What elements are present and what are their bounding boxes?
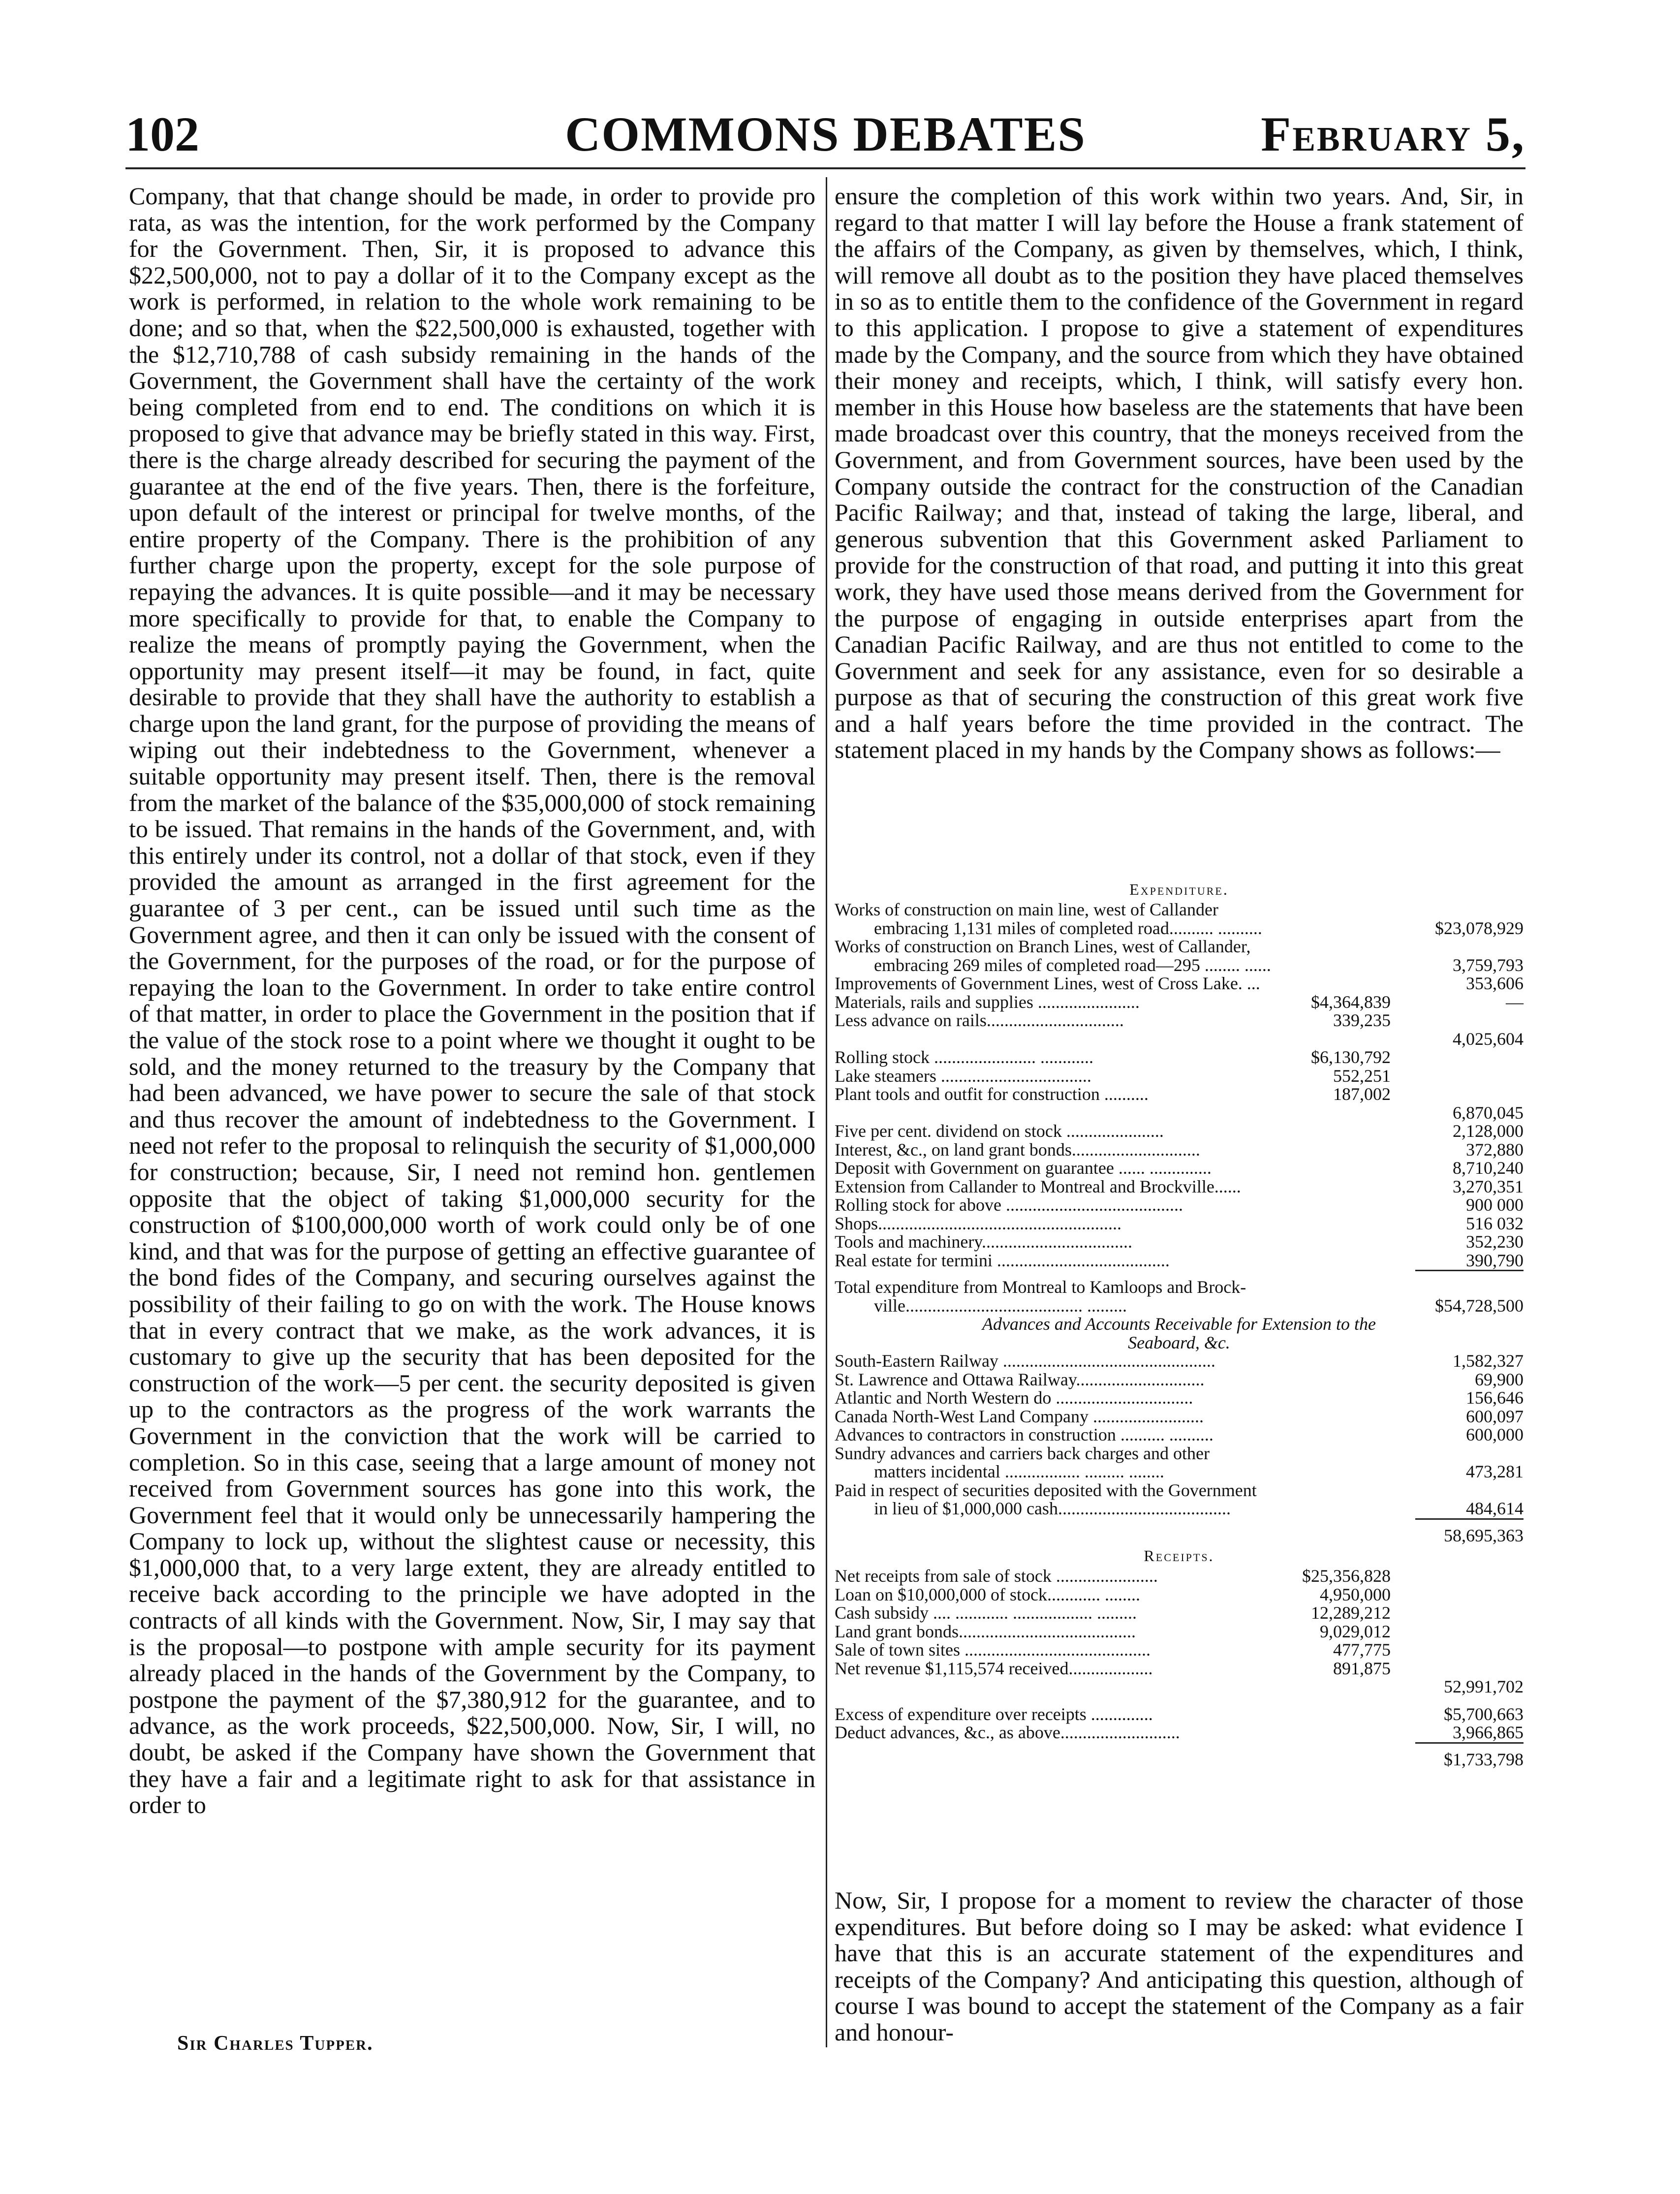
ledger-row — [835, 1233, 1524, 1252]
page-date: February 5, — [1261, 107, 1525, 161]
ledger-row — [835, 1567, 1524, 1586]
ledger-row-label: ville........................................ ......... — [874, 1295, 1127, 1316]
expenditure-statement — [835, 878, 1524, 1769]
ledger-row-label: Sundry advances and carriers back charges and other — [835, 1443, 1210, 1463]
ledger-row — [1415, 1518, 1524, 1527]
ledger-row-total: $5,700,663 — [1444, 1704, 1524, 1724]
ledger-row-label: Works of construction on main line, west of Callander — [835, 900, 1218, 919]
ledger-row — [835, 1085, 1524, 1104]
ledger-row — [835, 1371, 1524, 1389]
ledger-row-subtotal: 4,950,000 — [1320, 1584, 1391, 1604]
ledger-row-label: South-Eastern Railway ................................................ — [835, 1351, 1215, 1371]
page-header — [125, 106, 1525, 165]
ledger-row-subtotal: 187,002 — [1333, 1084, 1391, 1104]
header-rule — [125, 167, 1525, 169]
ledger-row — [835, 1389, 1524, 1408]
ledger-row-total: 484,614 — [1466, 1499, 1524, 1518]
ledger-row — [835, 1030, 1524, 1049]
ledger-row — [835, 1724, 1524, 1742]
ledger-row-label: Works of construction on Branch Lines, west of Callander, — [835, 937, 1251, 956]
right-column — [835, 183, 1524, 763]
ledger-row-label: Rolling stock ....................... ............ — [835, 1047, 1094, 1067]
ledger-row-subtotal: $4,364,839 — [1311, 992, 1391, 1012]
ledger-row — [835, 1500, 1524, 1518]
ledger-row — [835, 1067, 1524, 1086]
ledger-row-total: — — [1506, 992, 1524, 1012]
ledger-row-label: embracing 269 miles of completed road—295 ........ ...... — [874, 955, 1271, 975]
ledger-row-subtotal: $25,356,828 — [1302, 1566, 1391, 1586]
ledger-row — [835, 993, 1524, 1012]
ledger-row — [835, 1215, 1524, 1233]
ledger-row-label: Net receipts from sale of stock ....................... — [835, 1566, 1158, 1586]
ledger-row-total: 8,710,240 — [1453, 1158, 1524, 1178]
ledger-row-label: Cash subsidy .... ............ .................. ......... — [835, 1603, 1137, 1623]
ledger-row-total: 6,870,045 — [1453, 1102, 1524, 1123]
ledger-row-label: Plant tools and outfit for construction .......... — [835, 1084, 1149, 1104]
ledger-row — [835, 1196, 1524, 1215]
ledger-row-total: $1,733,798 — [1444, 1749, 1524, 1769]
ledger-row-total: 4,025,604 — [1453, 1029, 1524, 1049]
ledger-row-label: Materials, rails and supplies ....................... — [835, 992, 1140, 1012]
left-column-text: Company, that that change should be made, in order to provide pro rata, as was the intention, for the work performed by the Company for the Government. Then, Sir, it is proposed to advance this $22,500,000, not to pay a dollar of it to the Company except as the work is performed, in relation to the whole work remaining to be done; and so that, when the $22,500,000 is exhausted, together with the $12,710,788 of cash subsidy remaining in the hands of the Government, the Government shall have the certainty of the work being completed from end to end. The conditions on which it is proposed to give that advance may be briefly stated in this way. First, there is the charge already described for securing the payment of the guarantee at the end of the five years. Then, there is the forfeiture, upon default of the interest or principal for twelve months, of the entire property of the Company. There is the prohibition of any further charge upon the property, except for the sole purpose of repaying the advances. It is quite possible—and it may be necessary more specifically to provide for that, to enable the Company to realize the means of promptly paying the Government, when the opportunity may present itself—it may be found, in fact, quite desirable to provide that they shall have the authority to establish a charge upon the land grant, for the purpose of providing the means of wiping out their indebtedness to the Government, whenever a suitable opportunity may present itself. Then, there is the removal from the market of the balance of the $35,000,000 of stock remaining to be issued. That remains in the hands of the Government, and, with this entirely under its control, not a dollar of that stock, even if they provided the amount as arranged in the first agreement for the guarantee of 3 per cent., can be issued until such time as the Government agree, and then it can only be issued with the consent of the Government, for the purposes of the road, or for the purpose of repaying the loan to the Government. In order to take entire control of that matter, in order to place the Government in the position that if the value of the stock rose to a point where we thought it ought to be sold, and the money returned to the treasury by the Company that had been advanced, we have power to secure the sale of that stock and thus recover the amount of indebtedness to the Government. I need not refer to the proposal to relinquish the security of $1,000,000 for construction; because, Sir, I need not remind hon. gentlemen opposite that the object of taking $1,000,000 security for the construction of $100,000,000 worth of work could only be of one kind, and that was for the purpose of getting an effective guarantee of the bond fides of the Company, and securing ourselves against the possibility of their failing to go on with the work. The House knows that in every contract that we make, as the work advances, it is customary to give up the security that has been deposited for the construction of the work—5 per cent. the security deposited is given up to the contractors as the progress of the work warrants the Government in the conviction that the work will be carried to completion. So in this case, seeing that a large amount of money not received from Government sources has gone into this work, the Government feel that it would only be unnecessarily hampering the Company to lock up, without the slightest cause or necessity, this $1,000,000 that, to a very large extent, they are already entitled to receive back according to the principle we have adopted in the contracts of all kinds with the Government. Now, Sir, I may say that is the proposal—to postpone with ample security for its payment already placed in the hands of the Government by the Company, to postpone the payment of the $7,380,912 for the guarantee, and to advance, as the work proceeds, $22,500,000. Now, Sir, I will, no doubt, be asked if the Company have shown the Government that they have a fair and a legitimate right to ask for that assistance in order to — [129, 182, 815, 1819]
ledger-row — [835, 1252, 1524, 1270]
ledger-row-label: Excess of expenditure over receipts .............. — [835, 1704, 1153, 1724]
ledger-row — [835, 1048, 1524, 1067]
ledger-row — [835, 1352, 1524, 1371]
ledger-row-subtotal: 12,289,212 — [1311, 1603, 1391, 1623]
ledger-row-total: 2,128,000 — [1453, 1121, 1524, 1141]
ledger-row — [835, 1278, 1524, 1297]
receipts-rows — [835, 1567, 1524, 1696]
expenditure-heading: Expenditure. — [1129, 880, 1229, 898]
ledger-row-label: Paid in respect of securities deposited with the Government — [835, 1480, 1257, 1500]
ledger-row-label: Less advance on rails............................... — [835, 1010, 1124, 1030]
ledger-row-total: 58,695,363 — [1444, 1525, 1524, 1545]
ledger-row-total: 390,790 — [1466, 1250, 1524, 1270]
ledger-row-subtotal: 552,251 — [1333, 1066, 1391, 1086]
ledger-row-subtotal: 9,029,012 — [1320, 1621, 1391, 1641]
ledger-row — [835, 1481, 1524, 1500]
ledger-row-total: 352,230 — [1466, 1232, 1524, 1252]
ledger-row — [835, 1586, 1524, 1604]
ledger-row — [835, 1141, 1524, 1160]
ledger-row — [835, 974, 1524, 993]
right-column-closing: Now, Sir, I propose for a moment to review the character of those expenditures. But before doing so I may be asked: what evidence I have that this is an accurate statement of the expenditures and receipts of the Company? And anticipating this question, although of course I was bound to accept the statement of the Company as a fair and honour- — [835, 1886, 1524, 2046]
ledger-row-total: 353,606 — [1466, 973, 1524, 993]
ledger-row-total: $54,728,500 — [1435, 1295, 1524, 1316]
ledger-row — [835, 1678, 1524, 1696]
ledger-row-label: Tools and machinery.................................. — [835, 1232, 1133, 1252]
ledger-row — [835, 1705, 1524, 1724]
ledger-row — [835, 1122, 1524, 1141]
ledger-row — [835, 1011, 1524, 1030]
ledger-row-total: 372,880 — [1466, 1139, 1524, 1160]
advances-heading: Advances and Accounts Receivable for Extension to the — [982, 1314, 1376, 1334]
receipts-heading: Receipts. — [1144, 1547, 1214, 1565]
right-column-intro: ensure the completion of this work within two years. And, Sir, in regard to that matter I will lay before the House a frank statement of the affairs of the Company, as given by themselves, which, I think, will remove all doubt as to the position they have placed themselves in so as to entitle them to the confidence of the Government in regard to this application. I propose to give a statement of expenditures made by the Company, and the source from which they have obtained their money and receipts, which, I think, will satisfy every hon. member in this House how baseless are the statements that have been made broadcast over this country, that the moneys received from the Government, and from Government sources, have been used by the Company outside the contract for the construction of the Canadian Pacific Railway; and that, instead of taking the large, liberal, and generous subvention that this Government asked Parliament to provide for the construction of that road, and putting it into this great work, they have used those means derived from the Government for the purpose of engaging in outside enterprises apart from the Canadian Pacific Railway, and are thus not entitled to come to the Government and seek for any assistance, even for so desirable a purpose as that of securing the construction of this great work five and a half years before the time provided in the contract. The statement placed in my hands by the Company shows as follows:— — [835, 182, 1524, 764]
ledger-row-subtotal: 891,875 — [1333, 1658, 1391, 1678]
ledger-row — [835, 1463, 1524, 1481]
ledger-row-label: Real estate for termini ....................................... — [835, 1250, 1170, 1270]
ledger-row — [835, 1751, 1524, 1769]
ledger-row-total: 69,900 — [1475, 1369, 1524, 1389]
ledger-row — [835, 938, 1524, 956]
ledger-row-label: Deduct advances, &c., as above........................... — [835, 1723, 1180, 1742]
ledger-row-label: Canada North-West Land Company ......................... — [835, 1406, 1204, 1426]
ledger-row-label: Shops....................................................... — [835, 1213, 1122, 1233]
ledger-row-label: Advances to contractors in construction .......... .......... — [835, 1425, 1213, 1444]
page-title: COMMONS DEBATES — [565, 107, 1086, 161]
ledger-row — [835, 901, 1524, 919]
ledger-row — [835, 1623, 1524, 1641]
ledger-row-label: Lake steamers .................................. — [835, 1066, 1091, 1086]
ledger-row-total: 3,759,793 — [1453, 955, 1524, 975]
ledger-row-label: Deposit with Government on guarantee ...... .............. — [835, 1158, 1212, 1178]
ledger-row-label: Interest, &c., on land grant bonds............................. — [835, 1139, 1200, 1160]
ledger-row-subtotal: 339,235 — [1333, 1010, 1391, 1030]
advances-subheading: Seaboard, &c. — [1128, 1332, 1230, 1352]
ledger-row — [835, 1408, 1524, 1426]
expenditure-rows — [835, 901, 1524, 1315]
summary-rows — [835, 1705, 1524, 1769]
ledger-row-total: 156,646 — [1466, 1388, 1524, 1408]
ledger-row-label: Five per cent. dividend on stock ...................... — [835, 1121, 1164, 1141]
ledger-row — [835, 1527, 1524, 1545]
ledger-row-label: Loan on $10,000,000 of stock............ ........ — [835, 1584, 1140, 1604]
ledger-row-label: Sale of town sites .......................................... — [835, 1640, 1151, 1660]
ledger-row-subtotal: $6,130,792 — [1311, 1047, 1391, 1067]
ledger-row — [835, 1604, 1524, 1623]
advances-rows — [835, 1352, 1524, 1545]
ledger-row-label: in lieu of $1,000,000 cash....................................... — [874, 1499, 1231, 1518]
ledger-row-total: 900 000 — [1466, 1195, 1524, 1215]
ledger-row-total: 516 032 — [1466, 1213, 1524, 1233]
ledger-row-subtotal: 477,775 — [1333, 1640, 1391, 1660]
speaker-signature: Sir Charles Tupper. — [177, 2032, 373, 2055]
ledger-row-label: Atlantic and North Western do ............................... — [835, 1388, 1193, 1408]
ledger-row — [835, 1104, 1524, 1123]
ledger-row-label: embracing 1,131 miles of completed road.......... .......... — [874, 918, 1262, 938]
ledger-row-total: 3,270,351 — [1453, 1176, 1524, 1196]
ledger-row — [1415, 1270, 1524, 1278]
left-column — [129, 183, 815, 1818]
ledger-row — [835, 919, 1524, 938]
ledger-row-label: Improvements of Government Lines, west of Cross Lake. ... — [835, 973, 1260, 993]
ledger-row-label: St. Lawrence and Ottawa Railway............................. — [835, 1369, 1205, 1389]
ledger-row-total: 600,000 — [1466, 1425, 1524, 1444]
ledger-row-total: 52,991,702 — [1444, 1677, 1524, 1696]
ledger-row — [835, 1660, 1524, 1678]
ledger-row-total: 3,966,865 — [1453, 1723, 1524, 1742]
page-number: 102 — [125, 107, 199, 161]
ledger-row — [835, 1159, 1524, 1178]
ledger-row — [835, 956, 1524, 975]
ledger-row — [835, 1178, 1524, 1196]
ledger-row-label: Rolling stock for above ........................................ — [835, 1195, 1183, 1215]
ledger-row-total: 473,281 — [1466, 1462, 1524, 1481]
ledger-row-label: Extension from Callander to Montreal and Brockville...... — [835, 1176, 1241, 1196]
ledger-row-total: $23,078,929 — [1435, 918, 1524, 938]
ledger-row-total: 1,582,327 — [1453, 1351, 1524, 1371]
ledger-row-label: Net revenue $1,115,574 received................... — [835, 1658, 1153, 1678]
column-divider — [826, 177, 827, 2047]
ledger-row-label: Land grant bonds........................................ — [835, 1621, 1136, 1641]
ledger-row — [835, 1297, 1524, 1316]
ledger-row-total: 600,097 — [1466, 1406, 1524, 1426]
ledger-row — [835, 1641, 1524, 1660]
ledger-row-label: matters incidental ................. ......... ........ — [874, 1462, 1164, 1481]
ledger-row — [835, 1426, 1524, 1444]
ledger-row — [1415, 1742, 1524, 1751]
ledger-row-label: Total expenditure from Montreal to Kamloops and Brock- — [835, 1277, 1246, 1297]
ledger-row — [835, 1444, 1524, 1463]
